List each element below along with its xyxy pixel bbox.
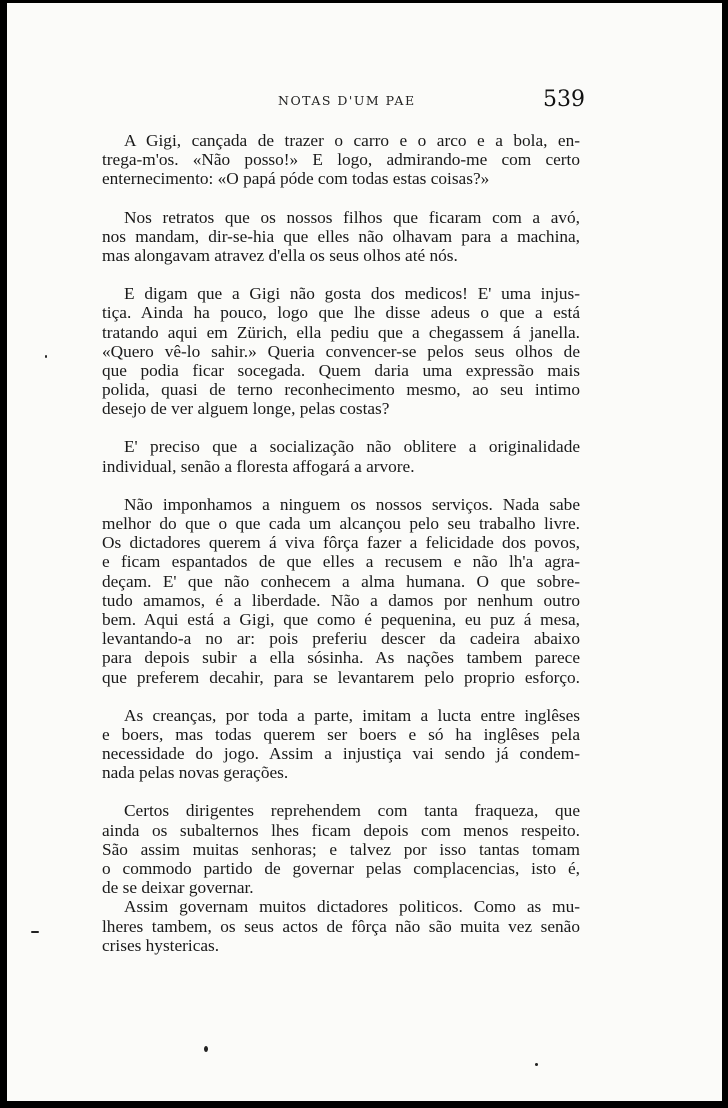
text-line: crises hystericas. xyxy=(102,935,220,955)
paragraph xyxy=(102,495,580,687)
text-line: nos mandam, dir-se-hia que elles não olhavam para a machina, xyxy=(102,226,580,246)
paragraph xyxy=(102,208,580,266)
ink-speck xyxy=(204,1046,208,1052)
text-line: e ficam espantados de que elles a recusem e não lh'a agra- xyxy=(102,552,580,572)
text-line: São assim muitas senhoras; e talvez por isso tantas tomam xyxy=(102,839,580,859)
ink-speck xyxy=(45,355,47,358)
paragraph xyxy=(102,706,580,783)
paragraph xyxy=(102,131,580,189)
text-line: de se deixar governar. xyxy=(102,878,254,898)
text-line: e boers, mas todas querem ser boers e só ha inglêses pela xyxy=(102,724,580,744)
page-header xyxy=(7,87,722,115)
book-page xyxy=(7,3,722,1101)
text-line: bem. Aqui está a Gigi, que como é pequenina, eu puz á mesa, xyxy=(102,609,580,629)
text-line: que preferem decahir, para se levantarem pelo proprio esforço. xyxy=(102,667,580,687)
paragraph xyxy=(102,437,580,475)
text-line: melhor do que o que cada um alcançou pelo seu trabalho livre. xyxy=(102,514,580,533)
text-line: Não imponhamos a ninguem os nossos serviços. Nada sabe xyxy=(124,494,580,514)
text-line: tudo amamos, é a liberdade. Não a damos por nenhum outro xyxy=(102,590,580,610)
text-line: deçam. E' que não conhecem a alma humana. O que sobre- xyxy=(102,571,580,591)
text-line: para depois subir a ella sósinha. As nações tambem parece xyxy=(102,648,580,668)
text-line: tratando aqui em Zürich, ella pediu que a chegassem á janella. xyxy=(102,322,580,342)
text-line: necessidade do jogo. Assim a injustiça vai sendo já condem- xyxy=(102,744,580,764)
page-number: 539 xyxy=(543,87,585,112)
paragraph xyxy=(102,897,580,955)
text-line: E' preciso que a socialização não oblitere a originalidade xyxy=(124,437,580,457)
text-line: trega-m'os. «Não posso!» E logo, admirando-me com certo xyxy=(102,150,580,170)
running-head: NOTAS D'UM PAE xyxy=(278,93,416,108)
text-line: As creanças, por toda a parte, imitam a lucta entre inglêses xyxy=(124,705,580,725)
text-line: desejo de ver alguem longe, pelas costas? xyxy=(102,399,390,419)
text-line: «Quero vê-lo sahir.» Queria convencer-se pelos seus olhos de xyxy=(102,341,580,361)
text-line: Nos retratos que os nossos filhos que ficaram com a avó, xyxy=(124,207,580,227)
text-line: individual, senão a floresta affogará a arvore. xyxy=(102,456,415,476)
text-line: A Gigi, cançada de trazer o carro e o arco e a bola, en- xyxy=(124,131,580,150)
ink-speck xyxy=(535,1063,538,1066)
text-line: lheres tambem, os seus actos de fôrça não são muita vez senão xyxy=(102,916,580,936)
text-line: enternecimento: «O papá póde com todas estas coisas?» xyxy=(102,169,490,189)
text-line: levantando-a no ar: pois preferiu descer da cadeira abaixo xyxy=(102,629,580,649)
text-line: Assim governam muitos dictadores politicos. Como as mu- xyxy=(124,897,580,917)
text-line: nada pelas novas gerações. xyxy=(102,763,289,783)
text-line: tiça. Ainda ha pouco, logo que lhe disse adeus o que a está xyxy=(102,303,580,323)
ink-speck xyxy=(31,931,39,933)
paragraph xyxy=(102,801,580,897)
text-line: o commodo partido de governar pelas complacencias, isto é, xyxy=(102,859,580,878)
text-line: Os dictadores querem á viva fôrça fazer a felicidade dos povos, xyxy=(102,533,580,553)
text-line: polida, quasi de terno reconhecimento mesmo, ao seu intimo xyxy=(102,380,580,400)
text-line: Certos dirigentes reprehendem com tanta fraqueza, que xyxy=(124,801,580,821)
text-line: E digam que a Gigi não gosta dos medicos! E' uma injus- xyxy=(124,284,580,304)
paragraph xyxy=(102,284,580,418)
text-line: mas alongavam atravez d'ella os seus olhos até nós. xyxy=(102,245,458,265)
body-text xyxy=(102,131,580,955)
text-line: que podia ficar socegada. Quem daria uma expressão mais xyxy=(102,360,580,380)
text-line: ainda os subalternos lhes ficam depois com menos respeito. xyxy=(102,820,580,840)
